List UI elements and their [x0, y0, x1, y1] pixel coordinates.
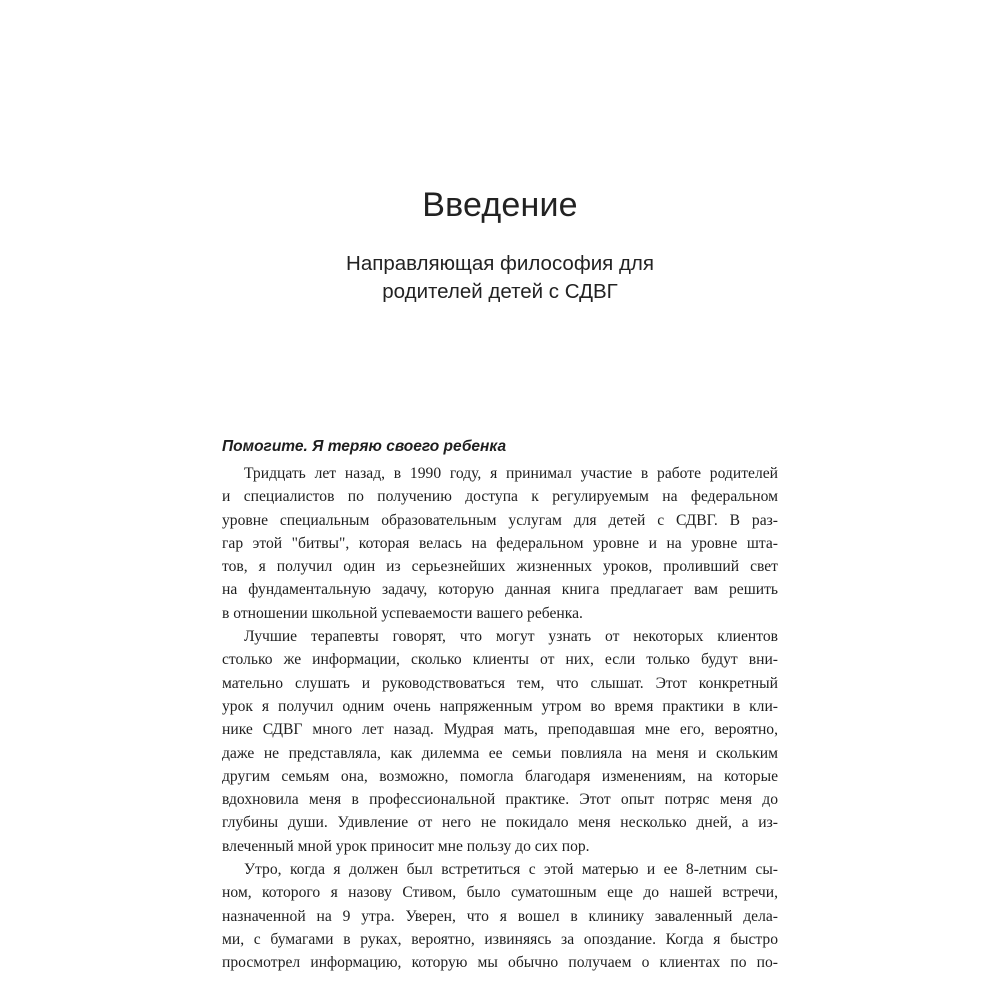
body-text: [222, 462, 778, 975]
text-line: на фундаментальную задачу, которую данная книга предлагает вам решить: [222, 581, 778, 599]
chapter-title: Введение: [422, 186, 578, 224]
text-line: вдохновила меня в профессиональной практике. Этот опыт потряс меня до: [222, 791, 778, 809]
text-line: Тридцать лет назад, в 1990 году, я принимал участие в работе родителей: [244, 465, 778, 482]
text-line: мательно слушать и руководствоваться тем, что слышат. Этот конкретный: [222, 674, 778, 692]
text-line: Лучшие терапевты говорят, что могут узнать от некоторых клиентов: [244, 628, 778, 646]
chapter-subtitle: [0, 250, 1000, 306]
paragraph: [222, 462, 778, 625]
text-line: в отношении школьной успеваемости вашего ребенка.: [222, 604, 583, 622]
text-line: столько же информации, сколько клиенты от них, если только будут вни-: [222, 651, 778, 669]
text-line: и специалистов по получению доступа к регулируемым на федеральном: [222, 488, 778, 506]
text-line: нике СДВГ много лет назад. Мудрая мать, преподавшая мне его, вероятно,: [222, 721, 778, 739]
paragraph: [222, 858, 778, 974]
text-line: влеченный мной урок приносит мне пользу до сих пор.: [222, 837, 590, 855]
text-line: даже не представляла, как дилемма ее семьи повлияла на меня и скольким: [222, 744, 778, 762]
text-line: ми, с бумагами в руках, вероятно, извиняясь за опоздание. Когда я быстро: [222, 930, 778, 948]
chapter-subtitle-line: Направляющая философия для: [346, 252, 654, 275]
text-line: просмотрел информацию, которую мы обычно получаем о клиентах по по-: [222, 954, 778, 972]
text-line: ном, которого я назову Стивом, было суматошным еще до нашей встречи,: [222, 884, 778, 902]
paragraph: [222, 625, 778, 858]
text-line: глубины души. Удивление от него не покидало меня несколько дней, а из-: [222, 814, 778, 832]
text-line: уровне специальным образовательным услугам для детей с СДВГ. В раз-: [222, 511, 778, 529]
text-line: другим семьям она, возможно, помогла благодаря изменениям, на которые: [222, 767, 778, 785]
text-line: тов, я получил один из серьезнейших жизненных уроков, проливший свет: [222, 558, 778, 576]
text-line: назначенной на 9 утра. Уверен, что я вошел в клинику заваленный дела-: [222, 907, 778, 925]
section-heading: Помогите. Я теряю своего ребенка: [222, 438, 507, 455]
text-line: гар этой "битвы", которая велась на федеральном уровне и на уровне шта-: [222, 534, 778, 552]
text-line: урок я получил одним очень напряженным утром во время практики в кли-: [222, 697, 778, 715]
chapter-subtitle-line: родителей детей с СДВГ: [382, 280, 618, 303]
text-line: Утро, когда я должен был встретиться с этой матерью и ее 8-летним сы-: [244, 861, 778, 879]
